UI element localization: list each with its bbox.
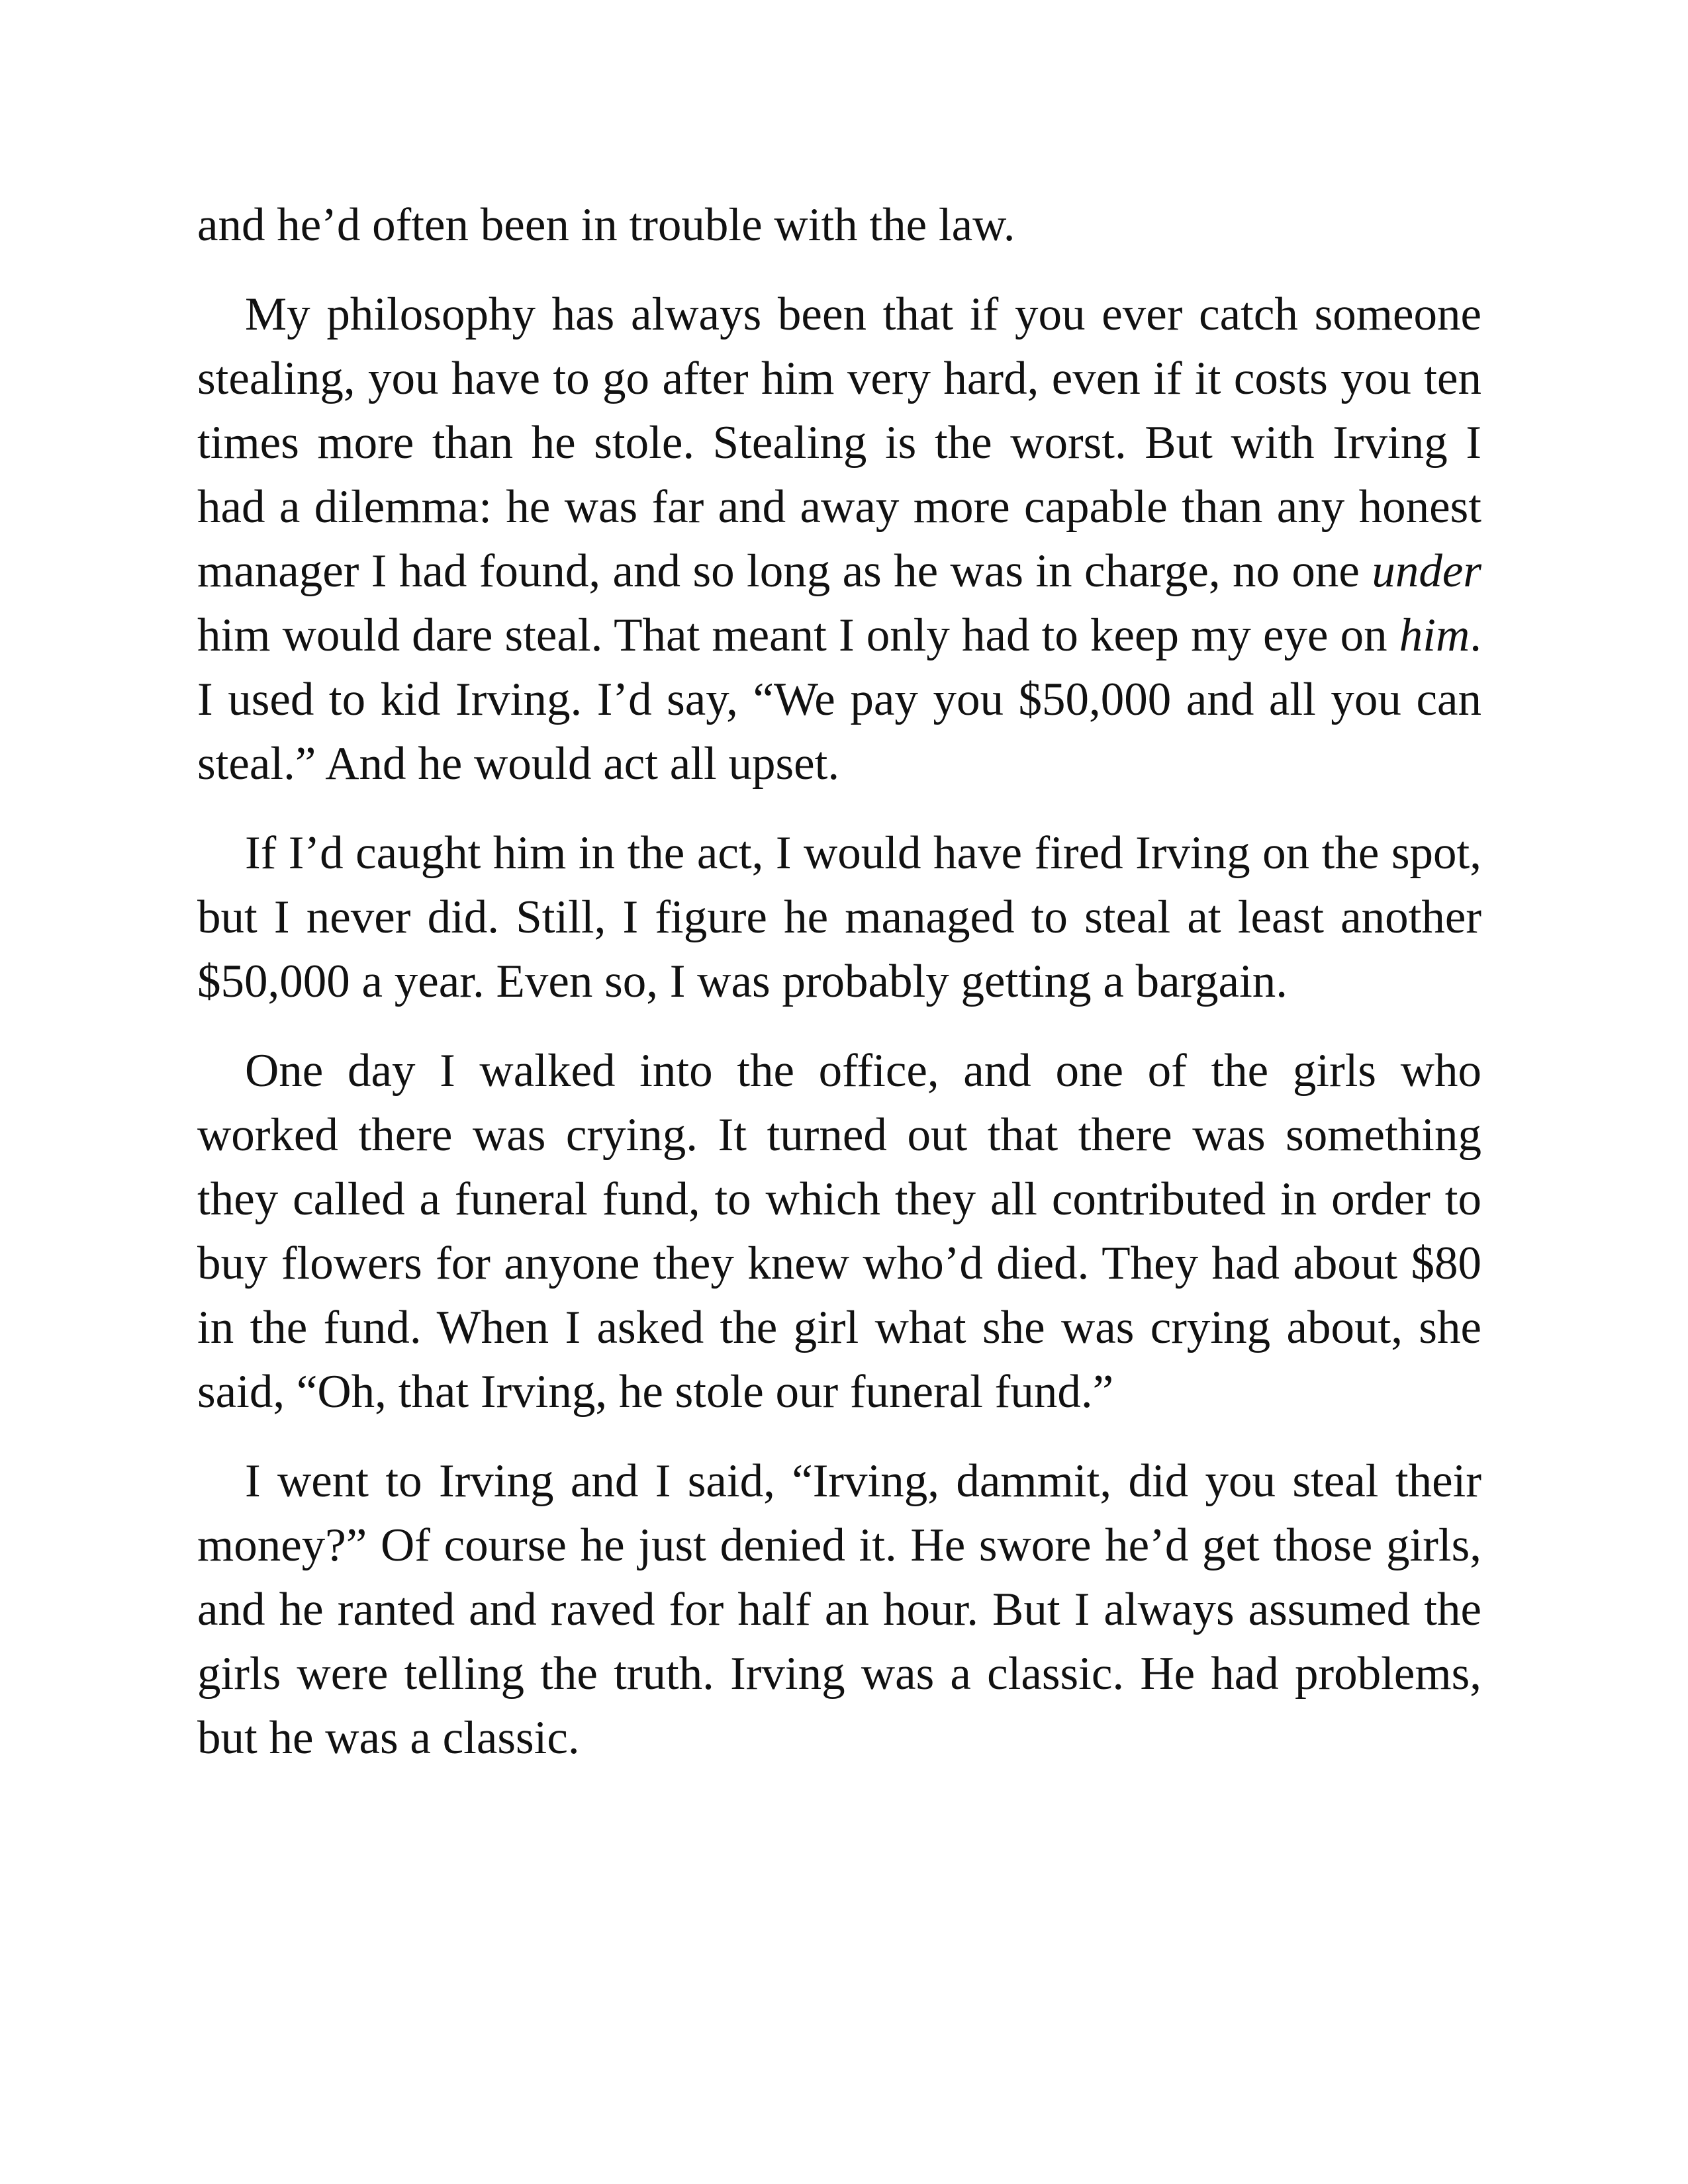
paragraph-5 [197, 1449, 1481, 1770]
paragraph-text: . I used to kid Irving. I’d say, “We pay you $50,000 and all you can steal.” And he would act all upset. [197, 610, 1481, 790]
paragraph-text: I went to Irving and I said, “Irving, dammit, did you steal their money?” Of course he just denied it. He swore he’d get those girls, and he ranted and raved for half an hour. But I always assumed the girls were telling the truth. Irving was a classic. He had problems, but he was a classic. [197, 1455, 1481, 1764]
paragraph-text: and he’d often been in trouble with the law. [197, 199, 1015, 251]
paragraph-text: One day I walked into the office, and one of the girls who worked there was crying. It turned out that there was something they called a funeral fund, to which they all contributed in order to buy flowers for anyone they knew who’d died. They had about $80 in the fund. When I asked the girl what she was crying about, she said, “Oh, that Irving, he stole our funeral fund.” [197, 1045, 1481, 1418]
paragraph-3 [197, 821, 1481, 1014]
italic-emphasis: him [1399, 610, 1470, 661]
paragraph-text: him would dare steal. That meant I only had to keep my eye on [197, 610, 1399, 661]
italic-emphasis: under [1372, 545, 1481, 597]
paragraph-4 [197, 1039, 1481, 1424]
paragraph-text: My philosophy has always been that if you ever catch someone stealing, you have to go after him very hard, even if it costs you ten times more than he stole. Stealing is the worst. But with Irving I had a dilemma: he was far and away more capable than any honest manager I had found, and so long as he was in charge, no one [197, 289, 1481, 597]
paragraph-text: If I’d caught him in the act, I would have fired Irving on the spot, but I never did. Still, I figure he managed to steal at least another $50,000 a year. Even so, I was probably getting a bargain. [197, 827, 1481, 1007]
paragraph-2 [197, 283, 1481, 796]
page-body [197, 193, 1481, 1770]
paragraph-1 [197, 193, 1481, 257]
